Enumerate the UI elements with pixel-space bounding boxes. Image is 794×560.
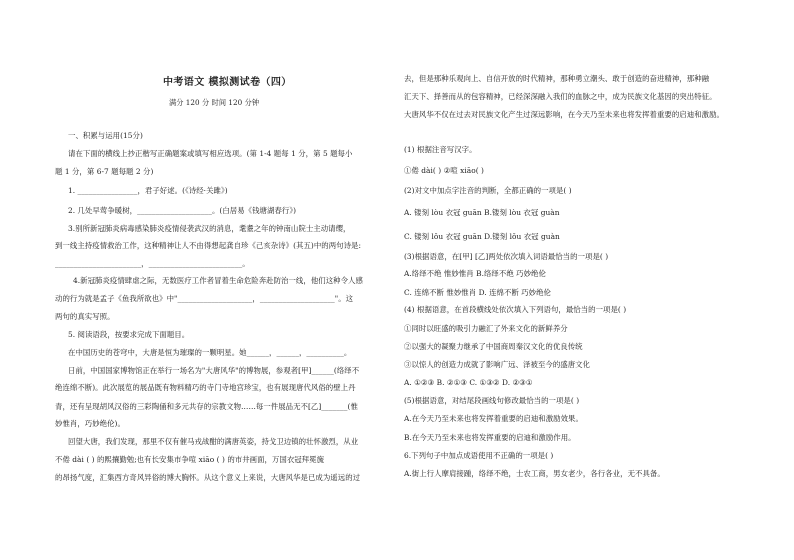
text-line: 绝连绵不断)。此次展览的展品既有物料精巧的寺门寺地宫珍宝，也有展现唐代风俗的壁上丹	[55, 383, 356, 392]
text-line: 日前，中国国家博物馆正在举行一场名为"大唐风华"的博物展，参观者[甲]______(络绎不	[68, 366, 360, 375]
page-title: 中考语文 模拟测试卷（四）	[163, 77, 292, 88]
page-subtitle: 满分 120 分 时间 120 分钟	[169, 98, 260, 107]
text-line: 一、积累与运用(15分)	[68, 131, 143, 140]
text-line: A. 镂刻 lòu 衣冠 guān B.镂刻 lòu 衣冠 guàn	[404, 208, 560, 217]
text-line: 6.下列句子中加点成语使用不正确的一项是( )	[404, 451, 554, 460]
text-line: 到一线主持疫情救治工作，这种精神让人不由得想起龚自珍《己亥杂诗》(其五)中的两句诗是:	[55, 241, 362, 250]
text-line: ①倦 dài( ) ②喧 xiāo( )	[404, 166, 484, 175]
text-line: C. 连绵不断 惟妙惟肖 D. 连绵不断 巧妙绝伦	[404, 288, 551, 297]
text-line: 汇天下、择善而从的包容精神，已经深深融入我们的血脉之中，成为民族文化基因的突出特征。	[404, 92, 717, 101]
text-line: 在中国历史的苍穹中，大唐是恒为璀璨的一颗明星。她______，______，__________。	[68, 348, 352, 357]
text-line: A.络绎不绝 惟妙惟肖 B.络绎不绝 巧妙绝伦	[404, 269, 546, 278]
text-line: 妙惟肖，巧妙绝伦)。	[55, 419, 125, 428]
text-line: 大唐风华不仅在过去对民族文化产生过深远影响，在今天乃至未来也将发挥着重要的启迪和激励。	[404, 110, 724, 119]
text-line: 3.别所新冠肺炎病毒感染肺炎疫情侵袭武汉的消息，耄耋之年的钟南山院士主动请缨，	[68, 224, 351, 233]
text-line: 不倦 dài ( ) 的熙攘勤勉;也有长安集市争喧 xiāo ( ) 的市井画面，万国衣冠拜冕旒	[55, 455, 325, 464]
text-line: ③以惊人的创造力成就了影响广远、泽被至今的盛唐文化	[404, 360, 591, 369]
text-line: C. 镂刻 lǒu 衣冠 guān D.镂刻 lǒu 衣冠 guàn	[404, 232, 560, 241]
text-line: B.在今天乃至未来也将发挥重要的启迪和激励作用。	[404, 433, 576, 442]
text-line: ①同时以旺盛的吸引力融汇了外来文化的新鲜养分	[404, 324, 568, 333]
text-line: 去，但是那种乐观向上、自信开放的时代精神，那种勇立潮头、敢于创造的奋进精神，那种融	[404, 74, 710, 83]
text-line: (3)根据语意，在[甲] [乙]两处依次填入词语最恰当的一项是( )	[404, 252, 609, 261]
text-line: 题 1 分，第 6-7 题每题 2 分)	[55, 167, 154, 176]
text-line: A. ①②③ B. ②①③ C. ①③② D. ②③①	[404, 378, 533, 387]
text-line: 青，还有呈现胡风汉俗的三彩陶俑和多元共存的宗教文物……每一件展品无不[乙]_______(惟	[55, 402, 358, 411]
text-line: ②以强大的凝聚力继承了中国商周秦汉文化的优良传统	[404, 342, 583, 351]
text-line: (2)对文中加点字注音的判断，全都正确的一项是( )	[404, 186, 572, 195]
text-line: 动的行为就是孟子《鱼我所欲也》中"____________________，____________________"。这	[55, 294, 354, 303]
text-line: (5)根据语意，对结尾段画线句修改最恰当的一项是( )	[404, 396, 580, 405]
text-line: A.在今天乃至未来也将发挥着重要的启迪和激励效果。	[404, 414, 583, 423]
text-line: 1. ________________，君子好逑。(《诗经·关雎》)	[68, 186, 228, 195]
text-line: A.街上行人摩肩接踵，络绎不绝，士农工商，男女老少，各行各业，无不具备。	[404, 469, 665, 478]
text-line: 2. 几处早莺争暖树，____________________。(白居易《钱塘湖春行》)	[68, 206, 296, 215]
text-line: 4.新冠肺炎疫情肆虐之际，无数医疗工作者冒着生命危险奔赴防治一线，他们这种令人感	[73, 276, 363, 285]
text-line: (1) 根据注音写汉字。	[404, 145, 477, 154]
text-line: 两句的真实写照。	[55, 312, 115, 321]
text-line: (4) 根据语意，在首段横线处依次填入下列语句，最恰当的一项是( )	[404, 305, 627, 314]
text-line: _______________________，_________________________。	[55, 259, 250, 268]
text-line: 请在下面的横线上抄正楷写正确题案或填写相应选项。(第 1-4 题每 1 分，第 5 题每小	[68, 149, 353, 158]
text-line: 5. 阅读语段，按要求完成下面题目。	[68, 330, 190, 339]
text-line: 的昂扬气度，汇集西方奇风异俗的博大胸怀。从这个意义上来说，大唐风华是已成为遥远的过	[55, 473, 361, 482]
text-line: 回望大唐，我们发现，那里不仅有催马戎战酣的满唐英姿，持戈卫边镇的壮怀激烈，从业	[68, 437, 359, 446]
